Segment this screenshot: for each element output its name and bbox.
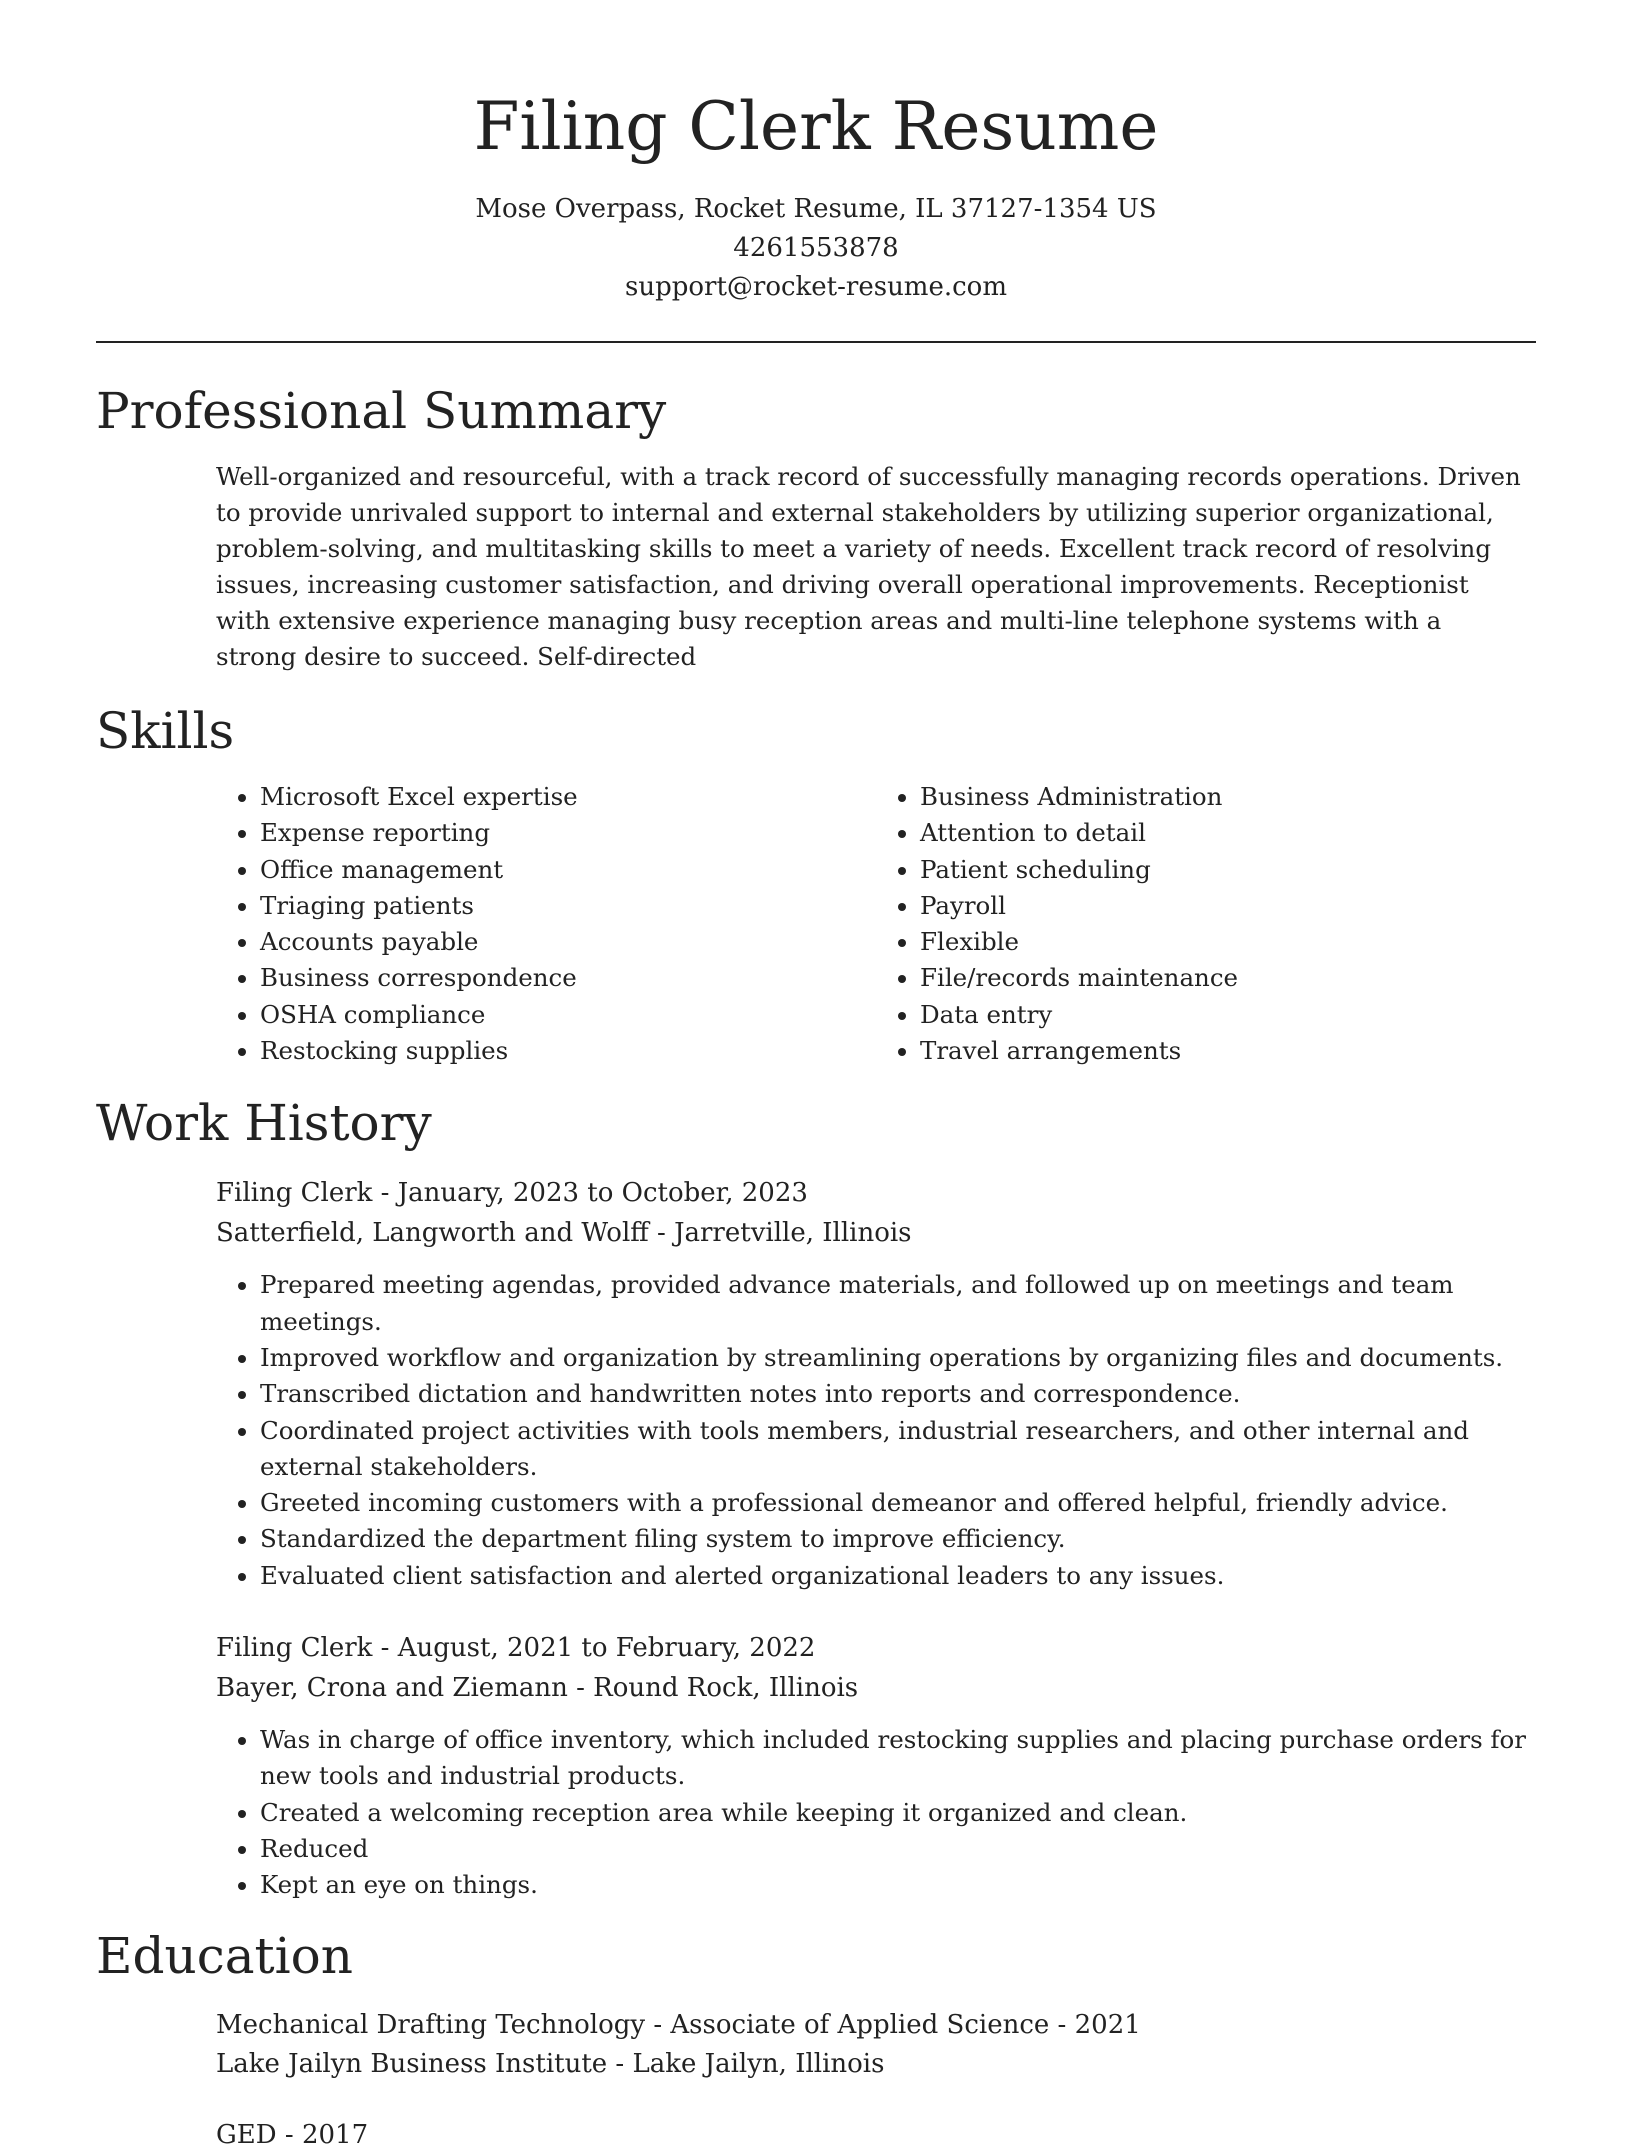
skills-heading: Skills [96,702,235,760]
job-bullet: • Greeted incoming customers with a professional demeanor and offered helpful, friendly advice. [260,1485,1536,1521]
education-location: Lake Jailyn, Illinois [632,2048,885,2079]
job-title: Filing Clerk [216,1633,373,1664]
separator: - [1049,2009,1075,2040]
skill-item: • Accounts payable [260,924,876,960]
skill-item: • Data entry [920,997,1536,1033]
skill-item: • Triaging patients [260,888,876,924]
job-dates: August, 2021 to February, 2022 [397,1633,816,1664]
education-entry [216,2116,1536,2155]
resume-page [96,0,1536,2155]
skill-item: • Office management [260,852,876,888]
job-bullet: • Coordinated project activities with tools members, industrial researchers, and other internal and external stakeholders. [260,1413,1536,1486]
skills-grid [216,779,1536,1069]
job-bullet: • Created a welcoming reception area while keeping it organized and clean. [260,1795,1536,1831]
job-title: Filing Clerk [216,1178,373,1209]
education-school: Lake Jailyn Business Institute [216,2048,608,2079]
separator: - [648,1218,675,1249]
skill-item: • Flexible [920,924,1536,960]
education-section [96,1926,1536,2155]
job-bullet: • Standardized the department filing system to improve efficiency. [260,1521,1536,1557]
job-bullet: • Improved workflow and organization by streamlining operations by organizing files and documents. [260,1340,1536,1376]
summary-heading: Professional Summary [96,382,667,440]
education-year: 2017 [301,2119,369,2150]
job-bullet: • Kept an eye on things. [260,1867,1536,1903]
work-history-section [96,1093,1536,1903]
skill-item: • Expense reporting [260,815,876,851]
skill-item: • Patient scheduling [920,852,1536,888]
job-company-line [216,1668,1536,1708]
education-program: Mechanical Drafting Technology [216,2009,646,2040]
summary-text: Well-organized and resourceful, with a track record of successfully managing records operations. Driven to provide unrivaled support to internal and external stakeholders by utilizing superior organizational, problem-solving, and multitasking skills to meet a variety of needs. Excellent track record of resolving issues, increasing customer satisfaction, and driving overall operational improvements. Receptionist with extensive experience managing busy reception areas and multi-line telephone systems with a strong desire to succeed. Self-directed [216,462,1521,671]
education-year: 2021 [1074,2009,1141,2040]
job-bullets [216,1722,1536,1903]
skill-item: • File/records maintenance [920,960,1536,996]
job-bullet: • Was in charge of office inventory, which included restocking supplies and placing purchase orders for new tools and industrial products. [260,1722,1536,1795]
skill-item: • Attention to detail [920,815,1536,851]
skill-item: • Business Administration [920,779,1536,815]
education-school-line [216,2045,1536,2084]
skill-item: • Restocking supplies [260,1033,876,1069]
job-title-line [216,1173,1536,1213]
resume-header [96,0,1536,307]
job-bullet: • Evaluated client satisfaction and alerted organizational leaders to any issues. [260,1558,1536,1594]
education-entry [216,2006,1536,2084]
skills-section [96,701,1536,1069]
summary-section [96,381,1536,675]
job-entry [216,1628,1536,1903]
header-divider [96,341,1536,343]
separator: - [645,2009,671,2040]
skill-item: • OSHA compliance [260,997,876,1033]
page-title: Filing Clerk Resume [473,88,1159,165]
job-company: Bayer, Crona and Ziemann [216,1673,568,1704]
skill-item: • Microsoft Excel expertise [260,779,876,815]
job-bullet: • Prepared meeting agendas, provided advance materials, and followed up on meetings and team meetings. [260,1267,1536,1340]
job-company: Satterfield, Langworth and Wolff [216,1218,649,1249]
contact-info [96,190,1536,307]
job-location: Jarretville, Illinois [674,1218,912,1249]
job-dates: January, 2023 to October, 2023 [397,1178,808,1209]
job-title-line [216,1628,1536,1668]
skill-item: • Payroll [920,888,1536,924]
contact-phone: 4261553878 [733,233,899,263]
education-program: GED [216,2119,277,2150]
education-degree: Associate of Applied Science [670,2009,1050,2040]
job-company-line [216,1213,1536,1253]
contact-address: Mose Overpass, Rocket Resume, IL 37127-1354 US [475,194,1157,224]
job-bullet: • Reduced [260,1831,1536,1867]
work-history-heading: Work History [96,1094,432,1153]
job-location: Round Rock, Illinois [593,1673,859,1704]
education-heading: Education [96,1926,353,1985]
separator: - [372,1178,398,1209]
skill-item: • Travel arrangements [920,1033,1536,1069]
skills-column-left [216,779,876,1069]
separator: - [567,1673,594,1704]
separator: - [276,2119,302,2150]
skills-column-right [876,779,1536,1069]
education-degree-line [216,2006,1536,2045]
job-entry [216,1173,1536,1594]
job-bullets [216,1267,1536,1594]
contact-email: support@rocket-resume.com [624,272,1007,302]
education-degree-line [216,2116,1536,2155]
job-bullet: • Transcribed dictation and handwritten notes into reports and correspondence. [260,1376,1536,1412]
separator: - [372,1633,398,1664]
skill-item: • Business correspondence [260,960,876,996]
separator: - [607,2048,633,2079]
